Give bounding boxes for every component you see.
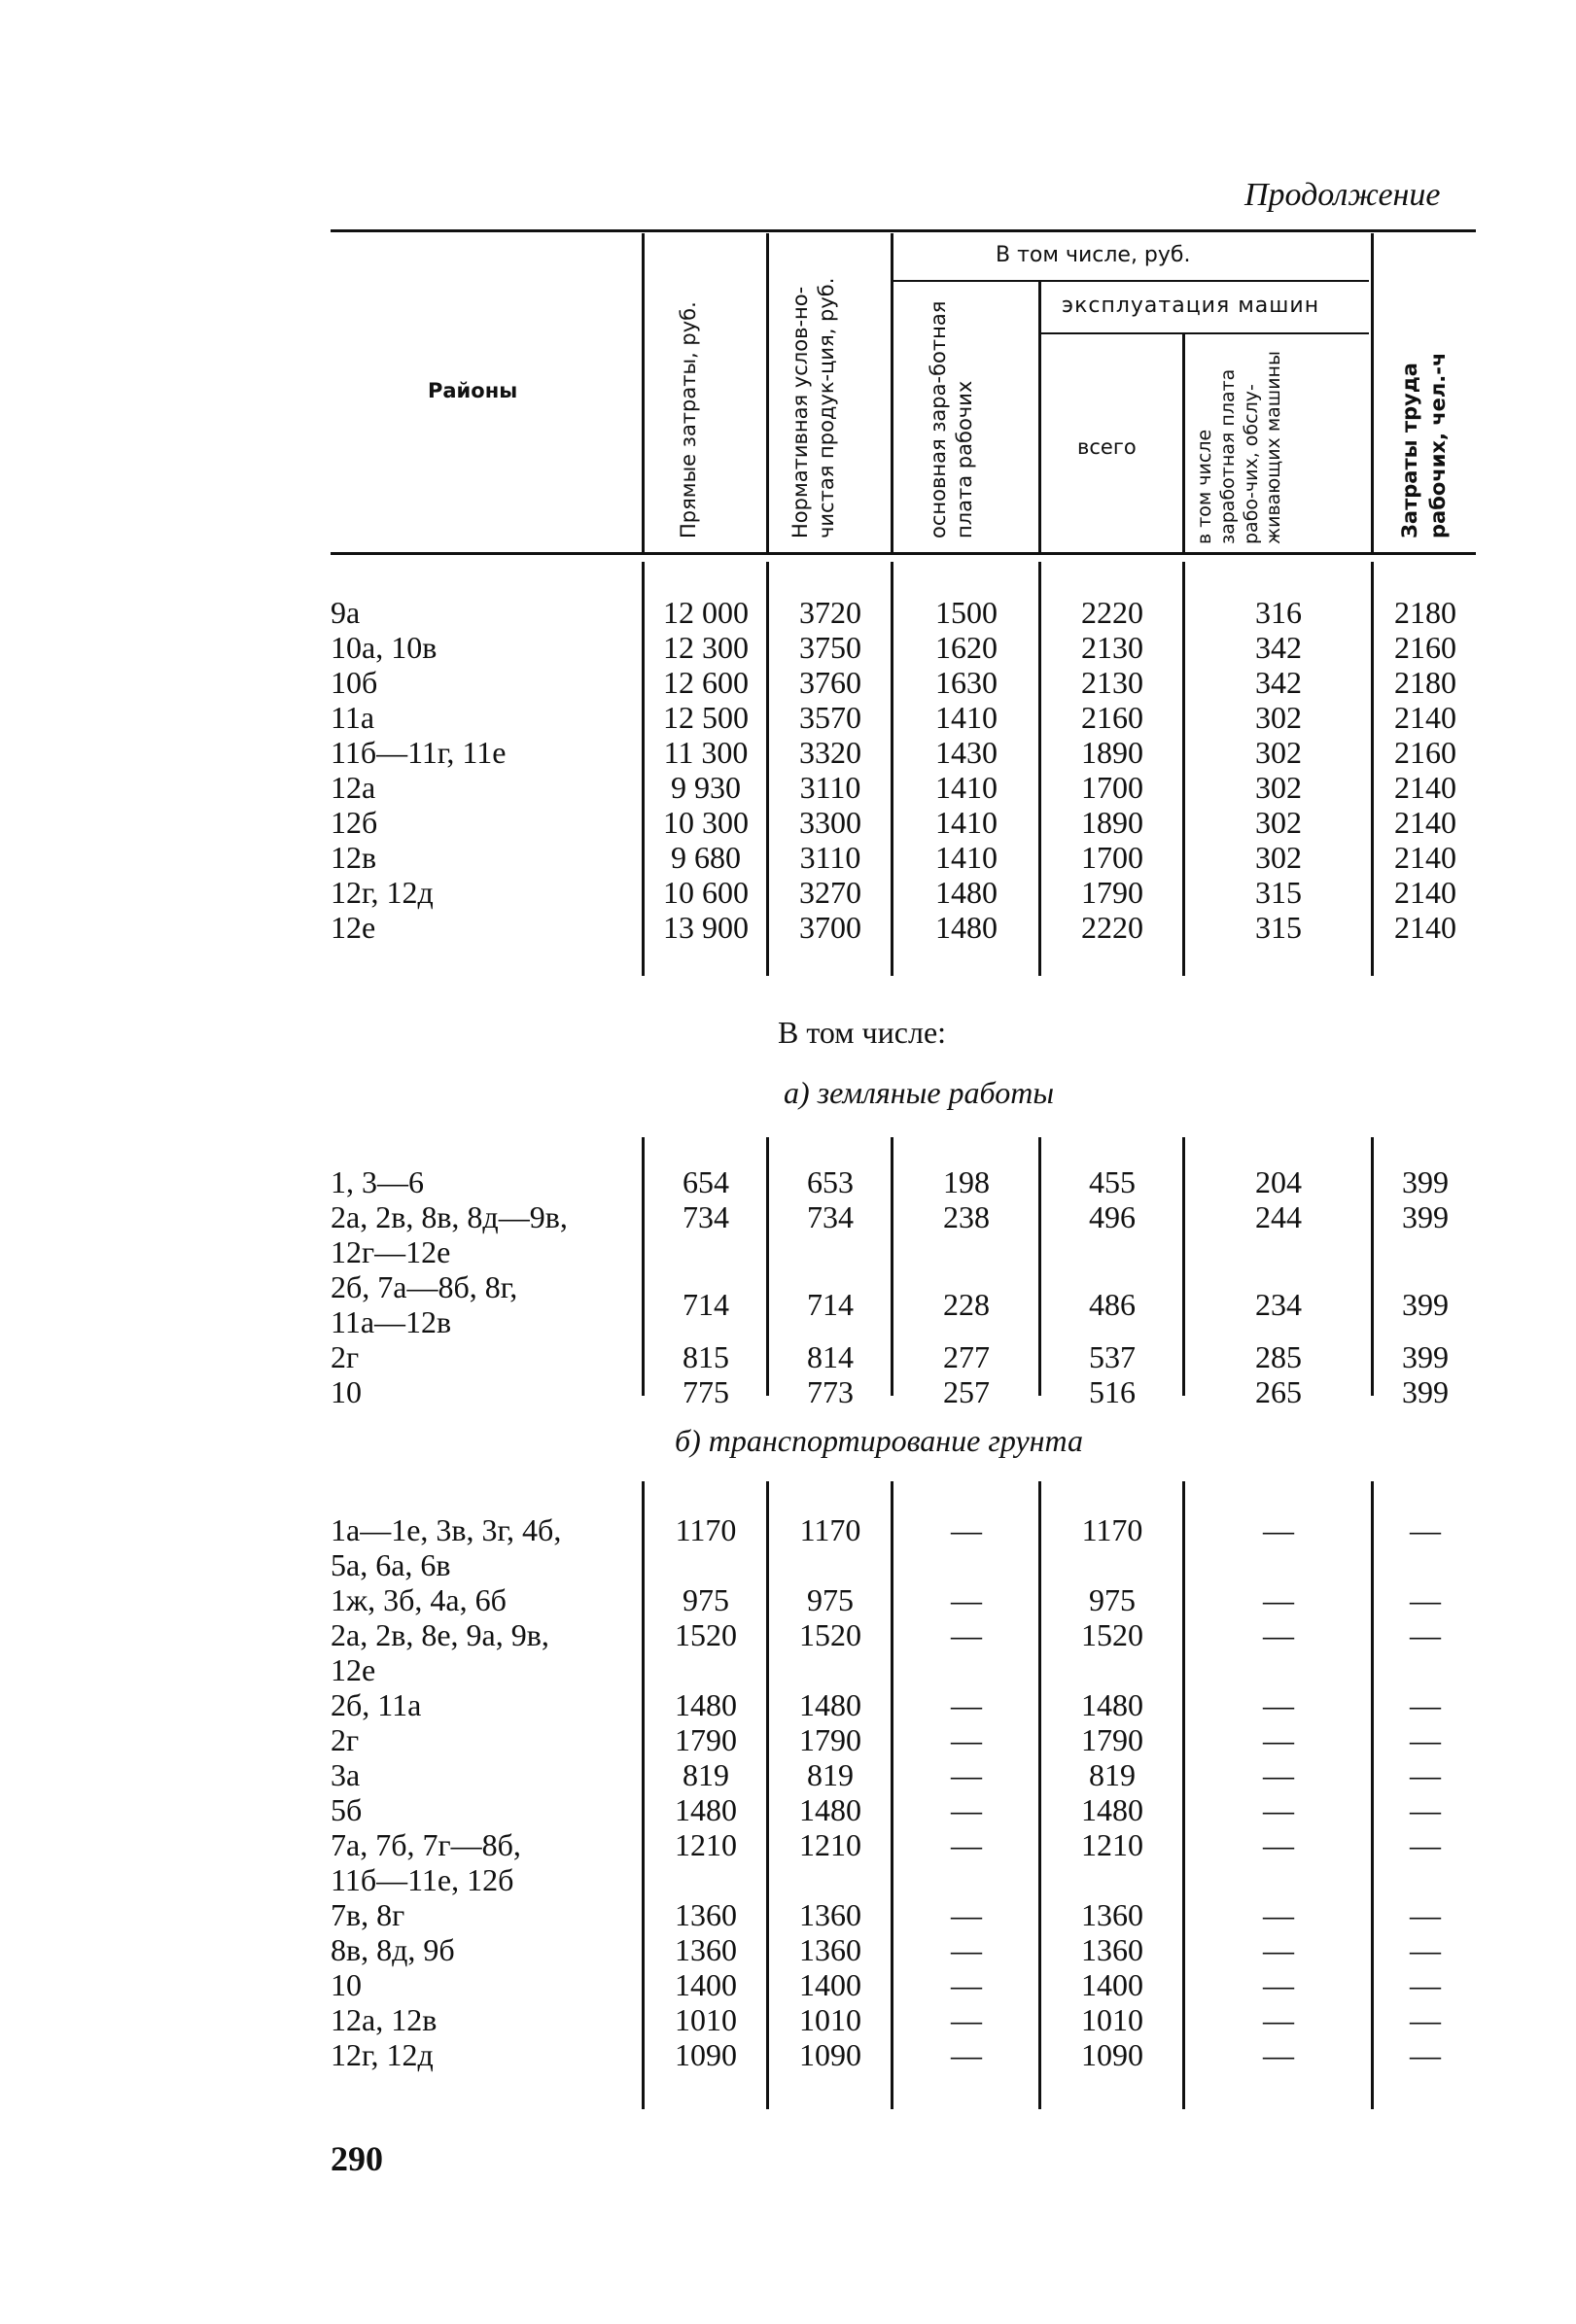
column-divider — [1038, 1481, 1041, 2109]
dash-cell: — — [1263, 1617, 1294, 1652]
value-cell: 1410 — [935, 770, 998, 805]
dash-cell: — — [1410, 1932, 1441, 1967]
value-cell: 1480 — [675, 1687, 737, 1722]
region-cell: 2а, 2в, 8е, 9а, 9в, — [331, 1617, 549, 1652]
dash-cell: — — [1410, 1722, 1441, 1757]
value-cell: 734 — [807, 1199, 854, 1234]
region-cell: 11б—11г, 11е — [331, 735, 507, 770]
value-cell: 819 — [683, 1757, 729, 1792]
value-cell: 2220 — [1081, 910, 1143, 945]
value-cell: 734 — [683, 1199, 729, 1234]
value-cell: 3110 — [799, 840, 861, 875]
column-divider — [766, 1481, 769, 2109]
dash-cell: — — [1410, 2037, 1441, 2072]
value-cell: 399 — [1402, 1374, 1449, 1409]
column-divider — [642, 1137, 645, 1396]
value-cell: 2220 — [1081, 595, 1143, 630]
value-cell: 1090 — [799, 2037, 861, 2072]
value-cell: 2130 — [1081, 630, 1143, 665]
value-cell: 302 — [1255, 735, 1302, 770]
value-cell: 399 — [1402, 1339, 1449, 1374]
dash-cell: — — [951, 1932, 982, 1967]
value-cell: 1480 — [935, 910, 998, 945]
value-cell: 496 — [1089, 1199, 1136, 1234]
dash-cell: — — [1263, 1722, 1294, 1757]
dash-cell: — — [951, 1617, 982, 1652]
region-cell: 12г, 12д — [331, 875, 434, 910]
dash-cell: — — [1410, 1687, 1441, 1722]
section-a-title: а) земляные работы — [784, 1075, 1054, 1110]
value-cell: 3270 — [799, 875, 861, 910]
value-cell: 975 — [807, 1582, 854, 1617]
value-cell: 302 — [1255, 805, 1302, 840]
value-cell: 342 — [1255, 665, 1302, 700]
value-cell: 3320 — [799, 735, 861, 770]
value-cell: 1790 — [675, 1722, 737, 1757]
dash-cell: — — [951, 1897, 982, 1932]
value-cell: 399 — [1402, 1287, 1449, 1322]
value-cell: 1790 — [1081, 1722, 1143, 1757]
value-cell: 302 — [1255, 770, 1302, 805]
value-cell: 302 — [1255, 840, 1302, 875]
dash-cell: — — [1263, 1582, 1294, 1617]
value-cell: 1010 — [675, 2002, 737, 2037]
dash-cell: — — [1263, 1757, 1294, 1792]
value-cell: 1210 — [799, 1827, 861, 1862]
value-cell: 1360 — [1081, 1932, 1143, 1967]
region-cell-cont: 11б—11е, 12б — [331, 1862, 514, 1897]
value-cell: 3300 — [799, 805, 861, 840]
value-cell: 12 500 — [663, 700, 749, 735]
value-cell: 316 — [1255, 595, 1302, 630]
value-cell: 815 — [683, 1339, 729, 1374]
value-cell: 2160 — [1081, 700, 1143, 735]
value-cell: 1360 — [1081, 1897, 1143, 1932]
value-cell: 1480 — [799, 1687, 861, 1722]
value-cell: 399 — [1402, 1164, 1449, 1199]
region-cell: 7а, 7б, 7г—8б, — [331, 1827, 521, 1862]
value-cell: 1400 — [675, 1967, 737, 2002]
column-divider — [1182, 1481, 1185, 2109]
value-cell: 315 — [1255, 875, 1302, 910]
value-cell: 1360 — [799, 1897, 861, 1932]
dash-cell: — — [1410, 1512, 1441, 1547]
region-cell: 7в, 8г — [331, 1897, 405, 1932]
region-cell: 10 — [331, 1967, 362, 2002]
value-cell: 9 680 — [671, 840, 741, 875]
value-cell: 775 — [683, 1374, 729, 1409]
region-cell: 12г, 12д — [331, 2037, 434, 2072]
dash-cell: — — [951, 2037, 982, 2072]
value-cell: 12 600 — [663, 665, 749, 700]
region-cell: 12б — [331, 805, 378, 840]
value-cell: 975 — [1089, 1582, 1136, 1617]
value-cell: 1700 — [1081, 840, 1143, 875]
value-cell: 3570 — [799, 700, 861, 735]
value-cell: 1400 — [799, 1967, 861, 2002]
header-labor: Затраты труда рабочих, чел.-ч — [1398, 352, 1451, 538]
column-divider — [1182, 1137, 1185, 1396]
value-cell: 10 300 — [663, 805, 749, 840]
value-cell: 773 — [807, 1374, 854, 1409]
dash-cell: — — [951, 1827, 982, 1862]
value-cell: 486 — [1089, 1287, 1136, 1322]
value-cell: 537 — [1089, 1339, 1136, 1374]
column-divider — [891, 1481, 893, 2109]
value-cell: 2140 — [1394, 700, 1456, 735]
column-divider — [766, 562, 769, 976]
dash-cell: — — [1263, 2037, 1294, 2072]
value-cell: 315 — [1255, 910, 1302, 945]
header-machine-rule — [1040, 332, 1369, 334]
value-cell: 1790 — [1081, 875, 1143, 910]
value-cell: 1480 — [1081, 1792, 1143, 1827]
header-divider — [766, 233, 769, 552]
value-cell: 1210 — [675, 1827, 737, 1862]
page-number: 290 — [331, 2139, 383, 2178]
dash-cell: — — [1263, 1967, 1294, 2002]
value-cell: 2140 — [1394, 840, 1456, 875]
value-cell: 1090 — [1081, 2037, 1143, 2072]
dash-cell: — — [1263, 1792, 1294, 1827]
region-cell: 1, 3—6 — [331, 1164, 424, 1199]
dash-cell: — — [1410, 1897, 1441, 1932]
dash-cell: — — [1410, 1582, 1441, 1617]
section-b-title: б) транспортирование грунта — [675, 1423, 1084, 1458]
value-cell: 2130 — [1081, 665, 1143, 700]
value-cell: 1410 — [935, 700, 998, 735]
header-total: всего — [1077, 435, 1137, 459]
value-cell: 1360 — [675, 1932, 737, 1967]
value-cell: 2140 — [1394, 875, 1456, 910]
value-cell: 238 — [943, 1199, 990, 1234]
value-cell: 2180 — [1394, 665, 1456, 700]
value-cell: 265 — [1255, 1374, 1302, 1409]
header-divider — [891, 233, 893, 552]
header-bottom-rule — [331, 552, 1476, 555]
value-cell: 2160 — [1394, 630, 1456, 665]
value-cell: 1410 — [935, 805, 998, 840]
value-cell: 1170 — [1081, 1512, 1143, 1547]
value-cell: 1410 — [935, 840, 998, 875]
value-cell: 1890 — [1081, 735, 1143, 770]
region-cell: 9а — [331, 595, 361, 630]
header-top-rule — [331, 229, 1476, 232]
dash-cell: — — [1410, 2002, 1441, 2037]
value-cell: 714 — [683, 1287, 729, 1322]
dash-cell: — — [1263, 1512, 1294, 1547]
value-cell: 1360 — [799, 1932, 861, 1967]
header-base-wage: основная зара-ботная плата рабочих — [927, 300, 977, 538]
region-cell: 2б, 7а—8б, 8г, — [331, 1269, 518, 1304]
incl-caption: В том числе: — [778, 1015, 947, 1050]
region-cell: 11а — [331, 700, 375, 735]
value-cell: 1500 — [935, 595, 998, 630]
value-cell: 1520 — [799, 1617, 861, 1652]
column-divider — [766, 1137, 769, 1396]
header-divider — [1182, 334, 1185, 552]
value-cell: 654 — [683, 1164, 729, 1199]
value-cell: 10 600 — [663, 875, 749, 910]
value-cell: 819 — [1089, 1757, 1136, 1792]
value-cell: 13 900 — [663, 910, 749, 945]
dash-cell: — — [1263, 1687, 1294, 1722]
value-cell: 1170 — [799, 1512, 861, 1547]
region-cell: 12е — [331, 910, 376, 945]
dash-cell: — — [1263, 1897, 1294, 1932]
value-cell: 244 — [1255, 1199, 1302, 1234]
region-cell-cont: 11а—12в — [331, 1304, 452, 1339]
region-cell: 12а — [331, 770, 376, 805]
value-cell: 1360 — [675, 1897, 737, 1932]
value-cell: 1480 — [799, 1792, 861, 1827]
continuation-label: Продолжение — [1244, 177, 1441, 213]
value-cell: 3720 — [799, 595, 861, 630]
column-divider — [891, 562, 893, 976]
header-regions: Районы — [428, 379, 518, 402]
region-cell: 1а—1е, 3в, 3г, 4б, — [331, 1512, 562, 1547]
dash-cell: — — [951, 1792, 982, 1827]
dash-cell: — — [951, 1582, 982, 1617]
value-cell: 1520 — [675, 1617, 737, 1652]
value-cell: 1520 — [1081, 1617, 1143, 1652]
region-cell: 2г — [331, 1339, 360, 1374]
value-cell: 3760 — [799, 665, 861, 700]
value-cell: 455 — [1089, 1164, 1136, 1199]
dash-cell: — — [951, 1967, 982, 2002]
value-cell: 1430 — [935, 735, 998, 770]
value-cell: 11 300 — [663, 735, 749, 770]
value-cell: 1790 — [799, 1722, 861, 1757]
dash-cell: — — [951, 1687, 982, 1722]
value-cell: 2140 — [1394, 910, 1456, 945]
value-cell: 1630 — [935, 665, 998, 700]
value-cell: 204 — [1255, 1164, 1302, 1199]
value-cell: 198 — [943, 1164, 990, 1199]
value-cell: 3700 — [799, 910, 861, 945]
dash-cell: — — [1263, 1932, 1294, 1967]
dash-cell: — — [951, 2002, 982, 2037]
region-cell-cont: 12г—12е — [331, 1234, 451, 1269]
value-cell: 1620 — [935, 630, 998, 665]
header-incl-wage: в том числе заработная плата рабо-чих, обслу-живающих машины — [1194, 351, 1285, 544]
dash-cell: — — [1410, 1617, 1441, 1652]
value-cell: 3750 — [799, 630, 861, 665]
column-divider — [1038, 1137, 1041, 1396]
value-cell: 1170 — [675, 1512, 737, 1547]
header-incl-rub: В том числе, руб. — [996, 243, 1191, 267]
column-divider — [642, 562, 645, 976]
dash-cell: — — [1410, 1827, 1441, 1862]
value-cell: 12 000 — [663, 595, 749, 630]
value-cell: 234 — [1255, 1287, 1302, 1322]
column-divider — [1371, 1137, 1374, 1396]
region-cell: 5б — [331, 1792, 363, 1827]
value-cell: 814 — [807, 1339, 854, 1374]
region-cell-cont: 5а, 6а, 6в — [331, 1547, 451, 1582]
value-cell: 975 — [683, 1582, 729, 1617]
value-cell: 3110 — [799, 770, 861, 805]
dash-cell: — — [1410, 1967, 1441, 2002]
header-incl-rule — [893, 280, 1369, 282]
header-direct-costs: Прямые затраты, руб. — [677, 301, 700, 538]
region-cell: 10а, 10в — [331, 630, 438, 665]
region-cell: 10б — [331, 665, 378, 700]
column-divider — [642, 1481, 645, 2109]
column-divider — [1182, 562, 1185, 976]
region-cell: 3а — [331, 1757, 361, 1792]
value-cell: 2140 — [1394, 805, 1456, 840]
value-cell: 257 — [943, 1374, 990, 1409]
value-cell: 228 — [943, 1287, 990, 1322]
value-cell: 9 930 — [671, 770, 741, 805]
value-cell: 1480 — [675, 1792, 737, 1827]
value-cell: 714 — [807, 1287, 854, 1322]
value-cell: 1400 — [1081, 1967, 1143, 2002]
value-cell: 302 — [1255, 700, 1302, 735]
header-divider — [642, 233, 645, 552]
dash-cell: — — [1410, 1792, 1441, 1827]
region-cell: 10 — [331, 1374, 362, 1409]
value-cell: 1090 — [675, 2037, 737, 2072]
region-cell: 2г — [331, 1722, 360, 1757]
region-cell: 12а, 12в — [331, 2002, 438, 2037]
region-cell: 1ж, 3б, 4а, 6б — [331, 1582, 507, 1617]
header-normative: Нормативная услов-но-чистая продук-ция, руб. — [788, 277, 839, 538]
value-cell: 1010 — [799, 2002, 861, 2037]
region-cell: 2а, 2в, 8в, 8д—9в, — [331, 1199, 568, 1234]
value-cell: 399 — [1402, 1199, 1449, 1234]
value-cell: 653 — [807, 1164, 854, 1199]
region-cell: 12в — [331, 840, 377, 875]
value-cell: 1210 — [1081, 1827, 1143, 1862]
column-divider — [1371, 562, 1374, 976]
value-cell: 1700 — [1081, 770, 1143, 805]
header-divider — [1038, 282, 1041, 552]
region-cell-cont: 12е — [331, 1652, 376, 1687]
value-cell: 2140 — [1394, 770, 1456, 805]
header-divider — [1371, 233, 1374, 552]
header-machine-ops: эксплуатация машин — [1062, 294, 1320, 318]
region-cell: 8в, 8д, 9б — [331, 1932, 455, 1967]
column-divider — [1038, 562, 1041, 976]
column-divider — [891, 1137, 893, 1396]
value-cell: 2180 — [1394, 595, 1456, 630]
value-cell: 819 — [807, 1757, 854, 1792]
region-cell: 2б, 11а — [331, 1687, 422, 1722]
value-cell: 2160 — [1394, 735, 1456, 770]
value-cell: 1010 — [1081, 2002, 1143, 2037]
dash-cell: — — [951, 1757, 982, 1792]
value-cell: 1480 — [1081, 1687, 1143, 1722]
column-divider — [1371, 1481, 1374, 2109]
value-cell: 516 — [1089, 1374, 1136, 1409]
dash-cell: — — [951, 1512, 982, 1547]
value-cell: 1890 — [1081, 805, 1143, 840]
value-cell: 342 — [1255, 630, 1302, 665]
dash-cell: — — [1263, 2002, 1294, 2037]
dash-cell: — — [951, 1722, 982, 1757]
value-cell: 12 300 — [663, 630, 749, 665]
dash-cell: — — [1263, 1827, 1294, 1862]
dash-cell: — — [1410, 1757, 1441, 1792]
value-cell: 277 — [943, 1339, 990, 1374]
value-cell: 1480 — [935, 875, 998, 910]
value-cell: 285 — [1255, 1339, 1302, 1374]
